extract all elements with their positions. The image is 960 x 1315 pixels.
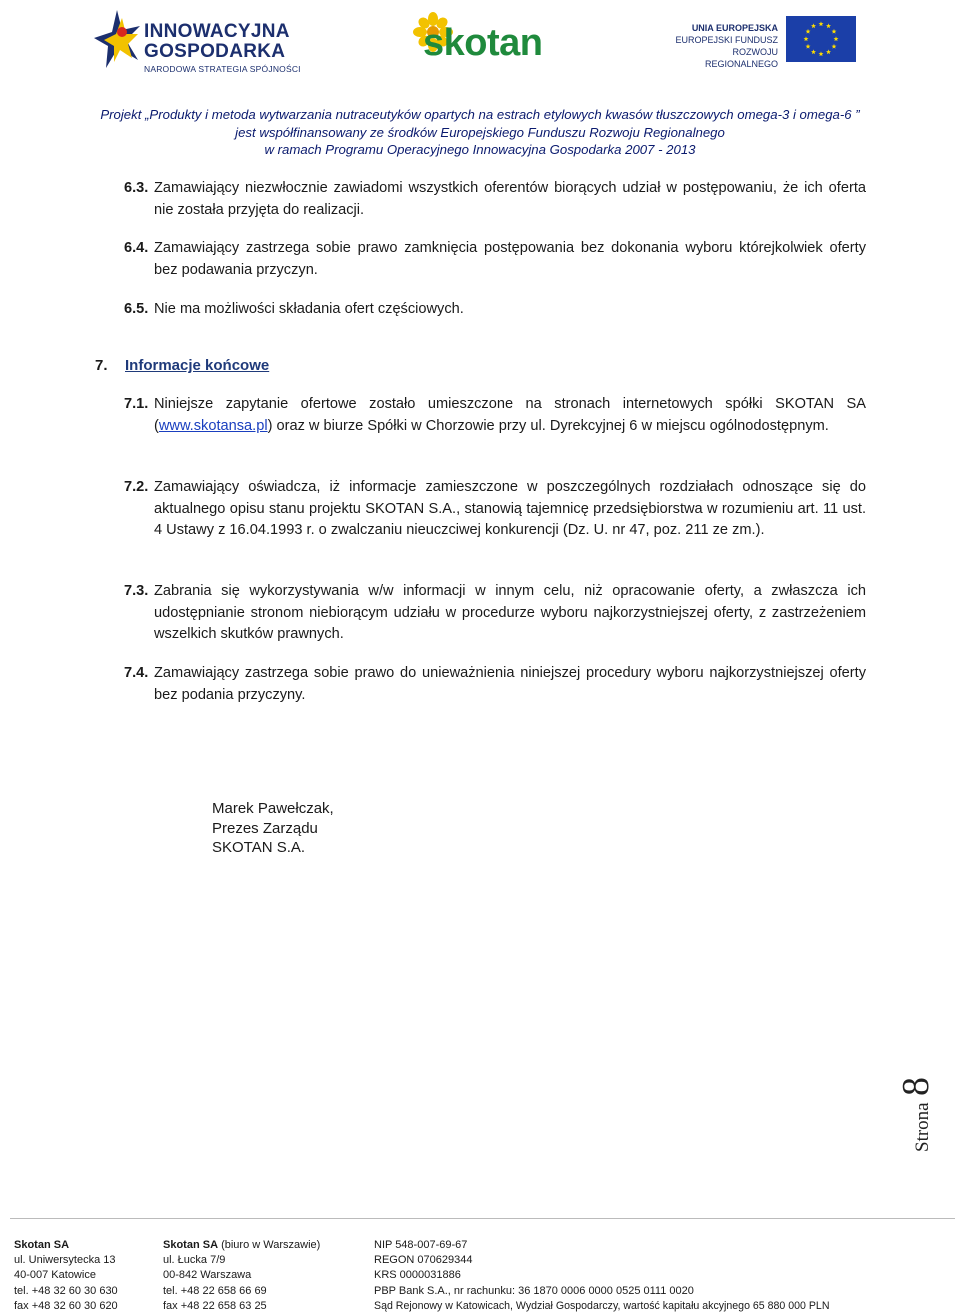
footer-col-katowice (14, 1238, 118, 1314)
footer-divider (10, 1218, 955, 1219)
item-number: 6.5. (124, 301, 149, 317)
item-text (154, 394, 866, 437)
page-number: 8 (895, 1077, 937, 1096)
innowacyjna-gospodarka-logo (92, 8, 302, 72)
project-line-3: w ramach Programu Operacyjnego Innowacyjna Gospodarka 2007 - 2013 (264, 142, 696, 157)
footer-col-warszawa (163, 1238, 320, 1314)
item-text: Zamawiający zastrzega sobie prawo zamknięcia postępowania bez dokonania wyboru którejkolwiek oferty bez podawania przyczyn. (154, 240, 866, 278)
item-text: Nie ma możliwości składania ofert częściowych. (154, 301, 464, 317)
skotan-wordmark: skotan (423, 22, 543, 64)
item-text: Zamawiający zastrzega sobie prawo do unieważnienia niniejszej procedury wyboru najkorzystniejszej oferty bez podania przyczyny. (154, 665, 866, 703)
footer-line: tel. +48 32 60 30 630 (14, 1284, 118, 1297)
footer-line: 00-842 Warszawa (163, 1269, 252, 1282)
item-text: Zamawiający oświadcza, iż informacje zamieszczone w poszczególnych rozdziałach odnoszące się do aktualnego opisu stanu projektu SKOTAN S.A., stanowią tajemnicę przedsiębiorstwa w rozumieniu art. 11 ust. 4 Ustawy z 16.04.1993 r. o zwalczaniu nieuczciwej konkurencji (Dz. U. nr 47, poz. 211 ze zm.). (154, 479, 866, 538)
item-number: 7.2. (124, 479, 149, 495)
project-line-1: Projekt „Produkty i metoda wytwarzania nutraceutyków opartych na estrach etylowych kwasów tłuszczowych omega-3 i omega-6 ” (100, 107, 860, 122)
footer-line: tel. +48 22 658 66 69 (163, 1284, 267, 1297)
footer-line: REGON 070629344 (374, 1254, 473, 1267)
item-number: 7.3. (124, 583, 149, 599)
logo-ig-subtitle: NARODOWA STRATEGIA SPÓJNOŚCI (144, 64, 301, 74)
signatory-role: Prezes Zarządu (212, 819, 318, 837)
footer-line: NIP 548-007-69-67 (374, 1239, 468, 1251)
logo-ig-title-line2: GOSPODARKA (144, 41, 286, 62)
logo-ig-title (144, 22, 290, 62)
item-number: 7.4. (124, 665, 149, 681)
footer-line: ul. Łucka 7/9 (163, 1254, 226, 1267)
signatory-company: SKOTAN S.A. (212, 839, 306, 856)
page-word: Strona (912, 1102, 933, 1152)
signature-block (212, 799, 334, 858)
footer-line: fax +48 22 658 63 25 (163, 1299, 267, 1312)
skotan-logo (405, 12, 565, 66)
footer-line: ul. Uniwersytecka 13 (14, 1254, 116, 1267)
eu-line2: EUROPEJSKI FUNDUSZ (675, 35, 778, 45)
footer-col-registry (374, 1238, 829, 1314)
item-number: 6.3. (124, 180, 149, 196)
eu-flag-icon (786, 16, 856, 62)
item-71-text-before: Niniejsze zapytanie ofertowe zostało umieszczone na stronach internetowych spółki SKOTAN SA ( (154, 396, 866, 434)
footer-company-suffix: (biuro w Warszawie) (218, 1239, 321, 1251)
eu-title: UNIA EUROPEJSKA (691, 23, 778, 33)
footer-line: 40-007 Katowice (14, 1269, 96, 1282)
item-text: Zabrania się wykorzystywania w/w informacji w innym celu, niż opracowanie oferty, a zwłaszcza ich udostępnianie stronom niebiorącym udziału w procedurze wyboru najkorzystniejszej oferty, z zastrzeżeniem wszelkich skutków prawnych. (154, 583, 866, 642)
project-line-2: jest współfinansowany ze środków Europejskiego Funduszu Rozwoju Regionalnego (235, 124, 725, 140)
item-number: 7.1. (124, 396, 149, 412)
footer-line: fax +48 32 60 30 620 (14, 1299, 118, 1312)
eu-fund-text (668, 22, 778, 70)
star-burst-icon (92, 8, 142, 72)
item-number: 6.4. (124, 240, 149, 256)
footer-line: PBP Bank S.A., nr rachunku: 36 1870 0006 0000 0525 0111 0020 (374, 1284, 694, 1297)
item-71-text-after: ) oraz w biurze Spółki w Chorzowie przy ul. Dyrekcyjnej 6 w miejscu ogólnodostępnym. (267, 417, 829, 434)
page-number-label (880, 1062, 960, 1162)
skotansa-link[interactable]: www.skotansa.pl (158, 417, 268, 434)
eu-fund-logo (668, 14, 858, 69)
eu-line3: ROZWOJU REGIONALNEGO (704, 47, 778, 69)
section-number: 7. (95, 357, 108, 374)
footer-company: Skotan SA (14, 1239, 70, 1251)
project-description (0, 106, 960, 159)
item-text: Zamawiający niezwłocznie zawiadomi wszystkich oferentów biorących udział w postępowaniu, że ich oferta nie została przyjęta do realizacji. (154, 180, 866, 218)
logo-ig-title-line1: INNOWACYJNA (144, 21, 290, 42)
section-title: Informacje końcowe (125, 357, 270, 374)
signatory-name: Marek Pawełczak, (212, 800, 334, 817)
footer-company: Skotan SA (163, 1239, 219, 1251)
footer-line: KRS 0000031886 (374, 1269, 461, 1282)
footer-line: Sąd Rejonowy w Katowicach, Wydział Gospodarczy, wartość kapitału akcyjnego 65 880 000 PLN (374, 1299, 830, 1312)
